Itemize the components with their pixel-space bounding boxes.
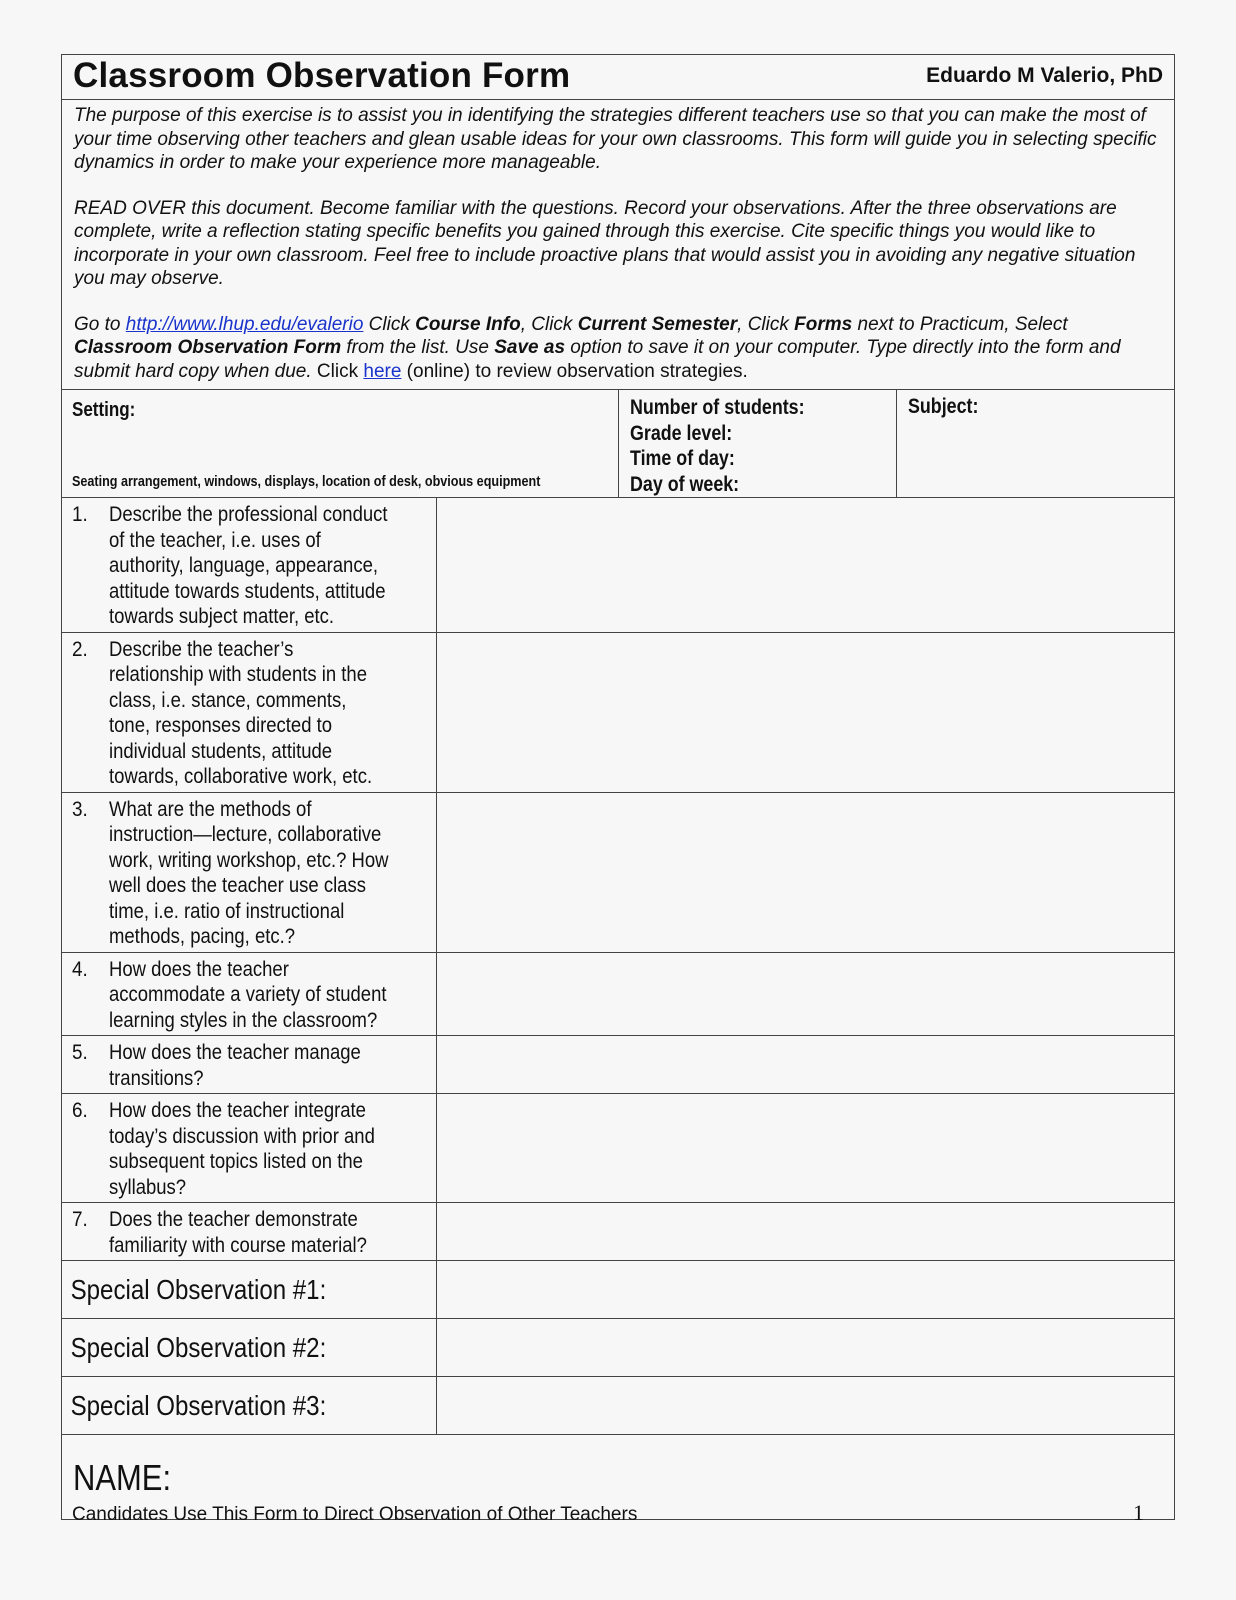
questions-table — [62, 498, 1174, 1435]
title-row — [62, 55, 1174, 100]
class-details-cell[interactable] — [619, 390, 897, 497]
here-link[interactable]: here — [363, 360, 402, 382]
table-row — [62, 1261, 1174, 1319]
answer-field-6[interactable] — [437, 1094, 1175, 1203]
intro-paragraph-3: Go to http://www.lhup.edu/evalerio Click Course Info, Click Current Semester, Click Forms next to Practicum, Select Classroom Observation Form from the list. Use Save as option to save it on your computer. Type directly into the form and submit hard copy when due. Click here (online) to review observation strategies. — [74, 313, 1121, 382]
number-of-students-label: Number of students: — [630, 396, 805, 419]
table-row — [62, 1094, 1174, 1203]
setting-hint: Seating arrangement, windows, displays, location of desk, obvious equipment — [72, 473, 541, 490]
instructor-link[interactable]: http://www.lhup.edu/evalerio — [125, 313, 364, 335]
special-observation-2-field[interactable] — [437, 1319, 1175, 1377]
special-observation-3-label: Special Observation #3: — [70, 1390, 327, 1421]
table-row — [62, 1036, 1174, 1094]
setting-cell[interactable] — [62, 390, 619, 497]
question-text: How does the teacher integrate today’s discussion with prior and subsequent topics listed on the syllabus? — [109, 1098, 375, 1199]
special-observation-2-label: Special Observation #2: — [70, 1332, 327, 1363]
observation-form — [61, 54, 1175, 1520]
special-observation-1-label: Special Observation #1: — [70, 1274, 327, 1305]
question-text: Describe the professional conduct of the teacher, i.e. uses of authority, language, appearance, attitude towards students, attitude towards subject matter, etc. — [109, 502, 388, 628]
answer-field-1[interactable] — [437, 498, 1175, 632]
question-text: Describe the teacher’s relationship with students in the class, i.e. stance, comments, tone, responses directed to individual students, attitude towards, collaborative work, etc. — [109, 636, 373, 788]
table-row — [62, 952, 1174, 1036]
table-row — [62, 792, 1174, 952]
page-number: 1 — [1133, 1500, 1144, 1525]
time-of-day-label: Time of day: — [630, 447, 735, 470]
answer-field-7[interactable] — [437, 1203, 1175, 1261]
question-number: 6. — [72, 1098, 88, 1122]
intro-paragraph-1: The purpose of this exercise is to assist you in identifying the strategies different teachers use so that you can make the most of your time observing other teachers and glean usable ideas for your own classrooms. This form will guide you in selecting specific dynamics in order to make your experience more manageable. — [74, 105, 1157, 173]
question-number: 1. — [72, 502, 88, 526]
table-row — [62, 498, 1174, 632]
info-row — [62, 390, 1174, 498]
answer-field-4[interactable] — [437, 952, 1175, 1036]
question-text: Does the teacher demonstrate familiarity with course material? — [109, 1207, 367, 1257]
grade-level-label: Grade level: — [630, 421, 733, 445]
question-text: What are the methods of instruction—lecture, collaborative work, writing workshop, etc.? How well does the teacher use class time, i.e. ratio of instructional methods, pacing, etc.? — [109, 796, 389, 948]
question-text: How does the teacher manage transitions? — [109, 1040, 361, 1090]
subject-label: Subject: — [908, 395, 979, 418]
setting-label: Setting: — [72, 399, 136, 421]
form-title: Classroom Observation Form — [73, 56, 571, 95]
subject-cell[interactable] — [897, 390, 1174, 497]
question-number: 7. — [72, 1207, 88, 1231]
footer-text: Candidates Use This Form to Direct Observation of Other Teachers — [72, 1504, 638, 1525]
table-row — [62, 1319, 1174, 1377]
special-observation-3-field[interactable] — [437, 1377, 1175, 1435]
special-observation-1-field[interactable] — [437, 1261, 1175, 1319]
table-row — [62, 1203, 1174, 1261]
author-name: Eduardo M Valerio, PhD — [926, 64, 1163, 87]
answer-field-5[interactable] — [437, 1036, 1175, 1094]
name-label: NAME: — [73, 1457, 172, 1498]
question-number: 4. — [72, 956, 88, 981]
instructions — [62, 100, 1174, 390]
question-number: 3. — [72, 796, 88, 821]
question-number: 5. — [72, 1040, 88, 1064]
question-number: 2. — [72, 636, 88, 661]
answer-field-2[interactable] — [437, 632, 1175, 792]
intro-paragraph-2: READ OVER this document. Become familiar with the questions. Record your observations. After the three observations are complete, write a reflection stating specific benefits you gained through this exercise. Cite specific things you would like to incorporate in your own classroom. Feel free to include proactive plans that would assist you in avoiding any negative situation you may observe. — [74, 197, 1136, 289]
day-of-week-label: Day of week: — [630, 472, 740, 496]
table-row — [62, 632, 1174, 792]
table-row — [62, 1377, 1174, 1435]
answer-field-3[interactable] — [437, 792, 1175, 952]
question-text: How does the teacher accommodate a variety of student learning styles in the classroom? — [109, 956, 387, 1032]
